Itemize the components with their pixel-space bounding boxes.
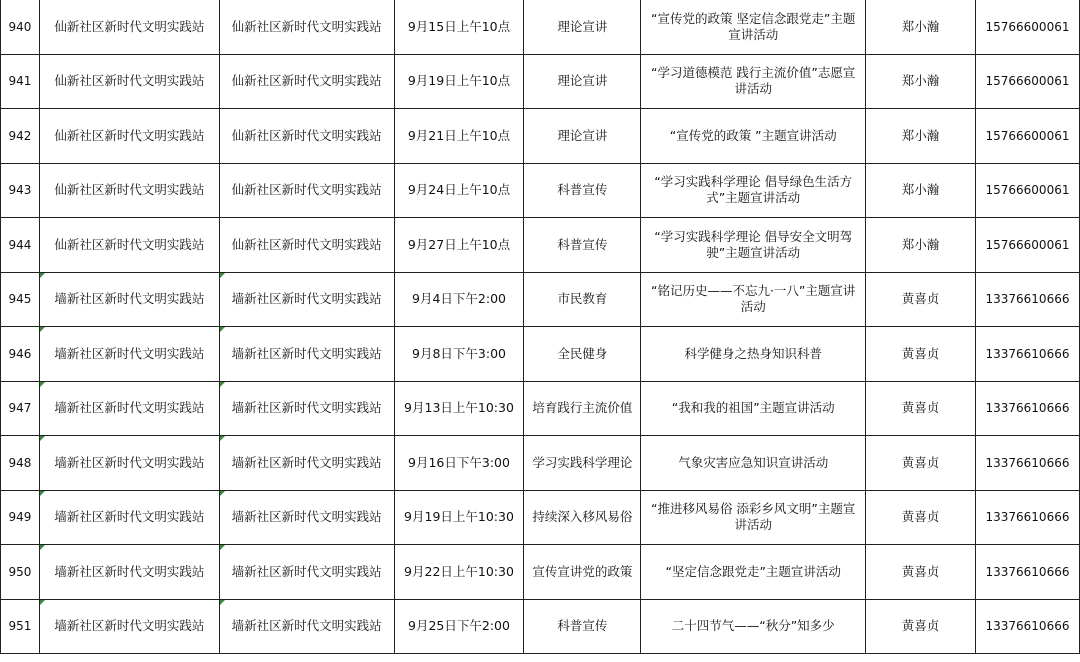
time-cell: 9月22日上午10:30 [394, 545, 524, 600]
organizer-cell: 墙新社区新时代文明实践站 [39, 436, 219, 491]
row-number: 949 [1, 490, 40, 545]
contact-person-cell: 郑小瀚 [866, 163, 976, 218]
contact-person-cell: 黄喜贞 [866, 545, 976, 600]
table-row [1, 54, 1080, 109]
activity-title-cell: 气象灾害应急知识宣讲活动 [641, 436, 866, 491]
activity-title-cell: “学习实践科学理论 倡导安全文明驾驶”主题宣讲活动 [641, 218, 866, 273]
category-cell: 市民教育 [524, 272, 641, 327]
venue-cell: 墙新社区新时代文明实践站 [219, 272, 394, 327]
venue-cell: 墙新社区新时代文明实践站 [219, 490, 394, 545]
venue-cell: 墙新社区新时代文明实践站 [219, 545, 394, 600]
venue-cell: 仙新社区新时代文明实践站 [219, 54, 394, 109]
organizer-cell: 墙新社区新时代文明实践站 [39, 381, 219, 436]
organizer-cell: 墙新社区新时代文明实践站 [39, 545, 219, 600]
table-row [1, 163, 1080, 218]
table-row [1, 545, 1080, 600]
venue-cell: 仙新社区新时代文明实践站 [219, 218, 394, 273]
contact-person-cell: 黄喜贞 [866, 327, 976, 382]
organizer-cell: 墙新社区新时代文明实践站 [39, 327, 219, 382]
contact-person-cell: 郑小瀚 [866, 218, 976, 273]
phone-cell: 13376610666 [975, 272, 1079, 327]
phone-cell: 15766600061 [975, 0, 1079, 54]
contact-person-cell: 黄喜贞 [866, 599, 976, 654]
row-number: 950 [1, 545, 40, 600]
time-cell: 9月13日上午10:30 [394, 381, 524, 436]
venue-cell: 仙新社区新时代文明实践站 [219, 163, 394, 218]
phone-cell: 15766600061 [975, 218, 1079, 273]
row-number: 947 [1, 381, 40, 436]
phone-cell: 13376610666 [975, 490, 1079, 545]
activity-title-cell: “学习实践科学理论 倡导绿色生活方式”主题宣讲活动 [641, 163, 866, 218]
table-row [1, 490, 1080, 545]
organizer-cell: 仙新社区新时代文明实践站 [39, 109, 219, 164]
time-cell: 9月16日下午3:00 [394, 436, 524, 491]
table-row [1, 599, 1080, 654]
table-row [1, 436, 1080, 491]
activity-title-cell: 二十四节气——“秋分”知多少 [641, 599, 866, 654]
phone-cell: 15766600061 [975, 163, 1079, 218]
time-cell: 9月19日上午10点 [394, 54, 524, 109]
time-cell: 9月25日下午2:00 [394, 599, 524, 654]
row-number: 945 [1, 272, 40, 327]
phone-cell: 15766600061 [975, 54, 1079, 109]
category-cell: 科普宣传 [524, 163, 641, 218]
time-cell: 9月24日上午10点 [394, 163, 524, 218]
phone-cell: 13376610666 [975, 599, 1079, 654]
row-number: 948 [1, 436, 40, 491]
row-number: 941 [1, 54, 40, 109]
time-cell: 9月19日上午10:30 [394, 490, 524, 545]
table-row [1, 381, 1080, 436]
activity-title-cell: “铭记历史——不忘九·一八”主题宣讲活动 [641, 272, 866, 327]
category-cell: 理论宣讲 [524, 109, 641, 164]
category-cell: 宣传宣讲党的政策 [524, 545, 641, 600]
contact-person-cell: 郑小瀚 [866, 109, 976, 164]
row-number: 944 [1, 218, 40, 273]
contact-person-cell: 黄喜贞 [866, 436, 976, 491]
venue-cell: 墙新社区新时代文明实践站 [219, 436, 394, 491]
activity-title-cell: “推进移风易俗 添彩乡风文明”主题宣讲活动 [641, 490, 866, 545]
category-cell: 科普宣传 [524, 599, 641, 654]
table-row [1, 0, 1080, 54]
activity-title-cell: “宣传党的政策 ”主题宣讲活动 [641, 109, 866, 164]
time-cell: 9月15日上午10点 [394, 0, 524, 54]
activity-title-cell: “宣传党的政策 坚定信念跟党走”主题宣讲活动 [641, 0, 866, 54]
activity-title-cell: “坚定信念跟党走”主题宣讲活动 [641, 545, 866, 600]
category-cell: 理论宣讲 [524, 54, 641, 109]
table-body [1, 0, 1080, 654]
contact-person-cell: 黄喜贞 [866, 381, 976, 436]
contact-person-cell: 郑小瀚 [866, 54, 976, 109]
phone-cell: 13376610666 [975, 436, 1079, 491]
category-cell: 持续深入移风易俗 [524, 490, 641, 545]
venue-cell: 仙新社区新时代文明实践站 [219, 0, 394, 54]
row-number: 942 [1, 109, 40, 164]
venue-cell: 墙新社区新时代文明实践站 [219, 327, 394, 382]
time-cell: 9月21日上午10点 [394, 109, 524, 164]
category-cell: 理论宣讲 [524, 0, 641, 54]
row-number: 951 [1, 599, 40, 654]
table-row [1, 218, 1080, 273]
organizer-cell: 墙新社区新时代文明实践站 [39, 599, 219, 654]
time-cell: 9月4日下午2:00 [394, 272, 524, 327]
organizer-cell: 墙新社区新时代文明实践站 [39, 490, 219, 545]
venue-cell: 墙新社区新时代文明实践站 [219, 381, 394, 436]
time-cell: 9月27日上午10点 [394, 218, 524, 273]
phone-cell: 13376610666 [975, 327, 1079, 382]
table-row [1, 272, 1080, 327]
category-cell: 全民健身 [524, 327, 641, 382]
table-row [1, 109, 1080, 164]
organizer-cell: 仙新社区新时代文明实践站 [39, 0, 219, 54]
organizer-cell: 仙新社区新时代文明实践站 [39, 163, 219, 218]
activity-title-cell: “学习道德模范 践行主流价值”志愿宣讲活动 [641, 54, 866, 109]
activity-title-cell: 科学健身之热身知识科普 [641, 327, 866, 382]
time-cell: 9月8日下午3:00 [394, 327, 524, 382]
table-row [1, 327, 1080, 382]
organizer-cell: 仙新社区新时代文明实践站 [39, 218, 219, 273]
venue-cell: 墙新社区新时代文明实践站 [219, 599, 394, 654]
row-number: 943 [1, 163, 40, 218]
organizer-cell: 墙新社区新时代文明实践站 [39, 272, 219, 327]
row-number: 946 [1, 327, 40, 382]
contact-person-cell: 郑小瀚 [866, 0, 976, 54]
organizer-cell: 仙新社区新时代文明实践站 [39, 54, 219, 109]
category-cell: 学习实践科学理论 [524, 436, 641, 491]
category-cell: 科普宣传 [524, 218, 641, 273]
contact-person-cell: 黄喜贞 [866, 272, 976, 327]
contact-person-cell: 黄喜贞 [866, 490, 976, 545]
phone-cell: 13376610666 [975, 545, 1079, 600]
phone-cell: 15766600061 [975, 109, 1079, 164]
activity-title-cell: “我和我的祖国”主题宣讲活动 [641, 381, 866, 436]
row-number: 940 [1, 0, 40, 54]
category-cell: 培育践行主流价值 [524, 381, 641, 436]
phone-cell: 13376610666 [975, 381, 1079, 436]
venue-cell: 仙新社区新时代文明实践站 [219, 109, 394, 164]
